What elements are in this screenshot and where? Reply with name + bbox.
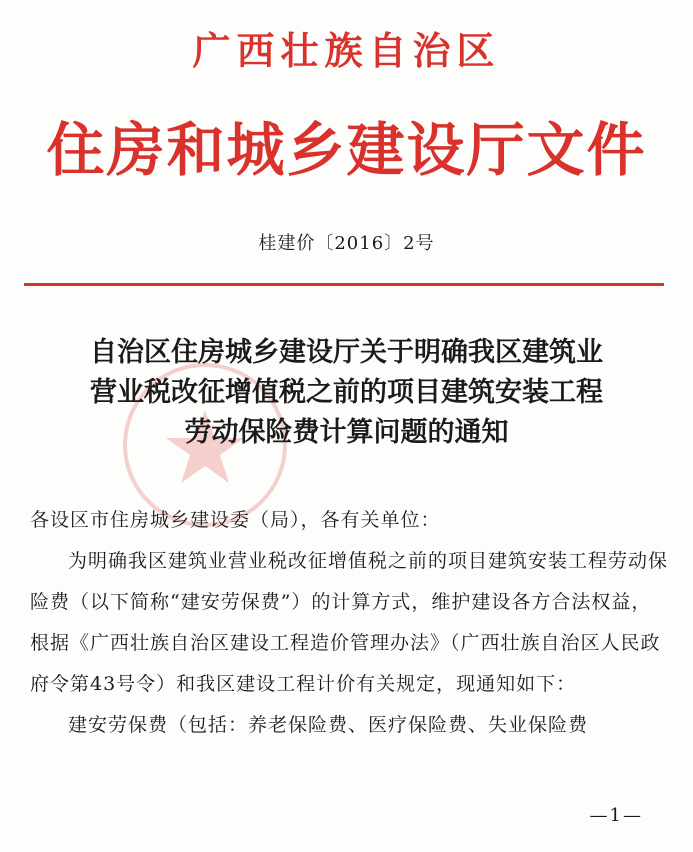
issuing-region: 广西壮族自治区	[192, 28, 501, 73]
document-title	[30, 333, 663, 453]
salutation: 各设区市住房城乡建设委（局），各有关单位：	[30, 509, 441, 531]
page-number: —1—	[589, 805, 643, 826]
title-line-1: 自治区住房城乡建设厅关于明确我区建筑业	[90, 337, 603, 368]
title-line-3: 劳动保险费计算问题的通知	[184, 417, 509, 448]
document-number: 桂建价〔2016〕2号	[258, 233, 435, 254]
body-paragraph-1: 为明确我区建筑业营业税改征增值税之前的项目建筑安装工程劳动保险费（以下简称“建安劳保费”）的计算方式，维护建设各方合法权益，根据《广西壮族自治区建设工程造价管理办法》（广西壮族自治区人民政府令第43号令）和我区建设工程计价有关规定，现通知如下：	[30, 550, 669, 695]
document-body	[30, 500, 670, 746]
title-line-2: 营业税改征增值税之前的项目建筑安装工程	[90, 377, 603, 408]
body-paragraph-2: 建安劳保费（包括：养老保险费、医疗保险费、失业保险费	[68, 714, 589, 736]
issuing-department-title: 住房和城乡建设厅文件	[46, 116, 647, 184]
red-divider-line	[24, 283, 664, 286]
